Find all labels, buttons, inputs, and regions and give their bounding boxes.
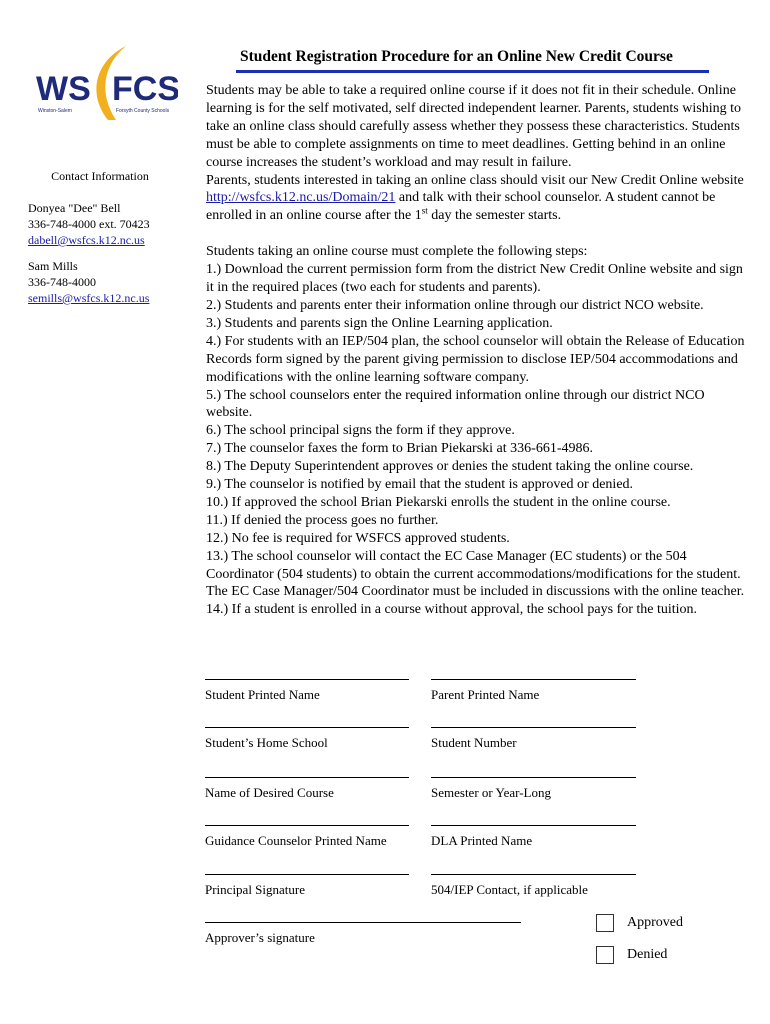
- signature-line: [205, 874, 409, 875]
- contact-name: Sam Mills: [28, 259, 78, 273]
- contact-phone: 336-748-4000: [28, 275, 96, 289]
- website-text: Parents, students interested in taking an online class should visit our New Credit Online website: [206, 172, 744, 188]
- field-label: Guidance Counselor Printed Name: [205, 833, 387, 848]
- dla-name-field[interactable]: [431, 825, 636, 849]
- step-item: 4.) For students with an IEP/504 plan, the school counselor will obtain the Release of Education Records form signed by the parent giving permission to disclose IEP/504 accommodations and modifications with the online learning software company.: [206, 333, 745, 385]
- signature-line: [431, 777, 636, 778]
- field-label: Parent Printed Name: [431, 687, 540, 702]
- nco-website-link[interactable]: http://wsfcs.k12.nc.us/Domain/21: [206, 190, 396, 206]
- field-label: DLA Printed Name: [431, 833, 533, 848]
- contact-name: Donyea "Dee" Bell: [28, 201, 121, 215]
- signature-line: [205, 922, 521, 923]
- approver-signature-field[interactable]: [205, 922, 521, 946]
- desired-course-field[interactable]: [205, 777, 409, 801]
- signature-line: [431, 679, 636, 680]
- contact-sidebar: [28, 168, 178, 316]
- step-item: 7.) The counselor faxes the form to Brian Piekarski at 336-661-4986.: [206, 441, 593, 457]
- principal-signature-field[interactable]: [205, 874, 409, 898]
- denied-label: Denied: [627, 947, 668, 962]
- contact-title: Contact Information: [51, 169, 149, 183]
- steps-list: [206, 261, 751, 619]
- signature-line: [205, 825, 409, 826]
- signature-line: [205, 727, 409, 728]
- document-title: Student Registration Procedure for an Online New Credit Course: [240, 48, 673, 65]
- website-text: and talk with their school counselor. A student cannot be enrolled in an online course after the 1: [206, 190, 716, 224]
- website-paragraph: [206, 172, 751, 226]
- signature-line: [431, 825, 636, 826]
- step-item: 5.) The school counselors enter the required information online through our district NCO website.: [206, 387, 705, 421]
- approved-label: Approved: [627, 915, 683, 930]
- field-label: Principal Signature: [205, 882, 306, 897]
- website-text: day the semester starts.: [427, 208, 562, 224]
- wsfcs-logo: [28, 40, 178, 130]
- step-item: 9.) The counselor is notified by email that the student is approved or denied.: [206, 477, 634, 493]
- field-label: 504/IEP Contact, if applicable: [431, 882, 588, 897]
- field-label: Student Printed Name: [205, 687, 320, 702]
- field-label: Approver’s signature: [205, 930, 315, 945]
- spacer: [206, 225, 751, 243]
- svg-text:FCS: FCS: [112, 70, 178, 108]
- intro-paragraph: Students may be able to take a required online course if it does not fit in their schedule. Online learning is for the self motivated, self directed independent learner. Parents, students wishing to take an online class should carefully assess whether they possess these characteristics. Students must be able to complete assignments on time to meet deadlines. Getting behind in an online course increases the student’s workload and may result in failure.: [206, 83, 741, 170]
- svg-text:WS: WS: [36, 70, 91, 108]
- home-school-field[interactable]: [205, 727, 409, 751]
- contact-mills: [28, 258, 178, 306]
- step-item: 2.) Students and parents enter their information online through our district NCO website.: [206, 297, 704, 313]
- step-item: 10.) If approved the school Brian Piekarski enrolls the student in the online course.: [206, 494, 671, 510]
- signature-line: [431, 874, 636, 875]
- title-underline: [236, 70, 709, 73]
- step-item: 12.) No fee is required for WSFCS approved students.: [206, 530, 510, 546]
- student-number-field[interactable]: [431, 727, 636, 751]
- field-label: Semester or Year-Long: [431, 785, 551, 800]
- field-label: Name of Desired Course: [205, 785, 334, 800]
- denied-checkbox[interactable]: [596, 946, 614, 964]
- wsfcs-logo-graphic: [28, 40, 178, 130]
- signature-line: [205, 777, 409, 778]
- step-item: 13.) The school counselor will contact the EC Case Manager (EC students) or the 504 Coordinator (504 students) to obtain the current accommodations/modifications for the student. The EC Case Manager/504 Coordinator must be included in discussions with the online teacher.: [206, 548, 745, 600]
- step-item: 1.) Download the current permission form from the district New Credit Online website and sign it in the required places (two each for students and parents).: [206, 262, 743, 296]
- denied-checkbox-row[interactable]: [596, 946, 667, 964]
- approved-checkbox-row[interactable]: [596, 914, 683, 932]
- step-item: 11.) If denied the process goes no further.: [206, 512, 439, 528]
- svg-text:Forsyth County Schools: Forsyth County Schools: [116, 108, 170, 114]
- parent-printed-name-field[interactable]: [431, 679, 636, 703]
- superscript: st: [421, 205, 428, 216]
- approved-checkbox[interactable]: [596, 914, 614, 932]
- step-item: 14.) If a student is enrolled in a course without approval, the school pays for the tuition.: [206, 602, 698, 618]
- field-label: Student Number: [431, 735, 517, 750]
- step-item: 8.) The Deputy Superintendent approves or denies the student taking the online course.: [206, 459, 694, 475]
- contact-email-link[interactable]: dabell@wsfcs.k12.nc.us: [28, 233, 145, 247]
- steps-intro: Students taking an online course must complete the following steps:: [206, 244, 588, 260]
- contact-email-link[interactable]: semills@wsfcs.k12.nc.us: [28, 291, 150, 305]
- step-item: 6.) The school principal signs the form if they approve.: [206, 423, 515, 439]
- signature-line: [205, 679, 409, 680]
- semester-field[interactable]: [431, 777, 636, 801]
- field-label: Student’s Home School: [205, 735, 328, 750]
- contact-phone: 336-748-4000 ext. 70423: [28, 217, 150, 231]
- student-printed-name-field[interactable]: [205, 679, 409, 703]
- counselor-name-field[interactable]: [205, 825, 409, 849]
- signature-line: [431, 727, 636, 728]
- contact-bell: [28, 200, 178, 248]
- svg-text:Winston-Salem: Winston-Salem: [38, 108, 72, 114]
- step-item: 3.) Students and parents sign the Online Learning application.: [206, 315, 553, 331]
- iep-contact-field[interactable]: [431, 874, 636, 898]
- main-content: [206, 82, 751, 619]
